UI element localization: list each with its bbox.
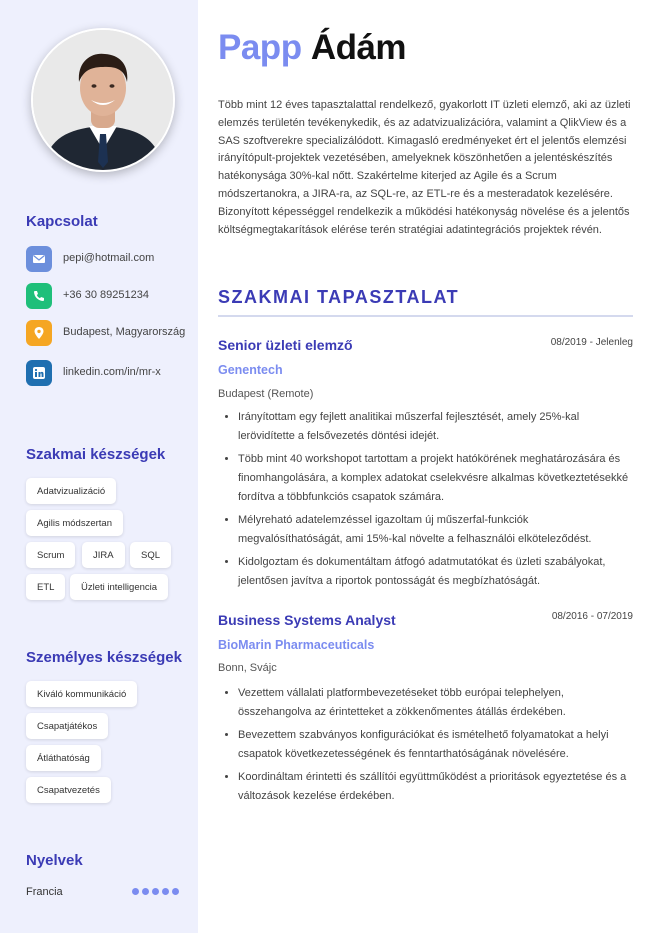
language-level-dot <box>132 888 139 895</box>
personal-skill-chip: Kiváló kommunikáció <box>26 681 137 707</box>
profile-summary: Több mint 12 éves tapasztalattal rendelkező, gyakorlott IT üzleti elemző, aki az üzleti elemzés területén tevékenykedik, és az adatvizualizációra, valamint a QlikView és a SAS szoftverekre specializálódott. Kimagasló eredményeket ért el jelentős elemzési irányítópult-projektek vezetésében, amelyeknek köszönhetően a jelentéskészítés hatékonysága 30%-kal nőtt. Szakértelme kiterjed az Agile és a Scrum módszertanokra, a JIRA-ra, az SQL-re, az ETL-re és a mesteradatok kezelésére. Bizonyított képességgel rendelkezik a működési hatékonyság növelése és a jelentős költségmegtakarítások elérése terén stratégiai adatintegrációs projektek révén. <box>218 99 631 236</box>
language-name: Francia <box>26 886 63 898</box>
experience-section-title: SZAKMAI TAPASZTALAT <box>218 287 460 307</box>
sidebar <box>0 0 198 933</box>
job-bullet: • Több mint 40 workshopot tartottam a projekt hatókörének meghatározására és finomhangolására, a komplex adatokat cselekvésre alkalmas következtetésekké fordítva a többfunkciós csapatok számára. <box>238 450 636 507</box>
skill-chip: Scrum <box>26 542 75 568</box>
job-bullet: • Irányítottam egy fejlett analitikai műszerfal fejlesztését, amely 25%-kal lerövidítette a felsővezetés döntési idejét. <box>238 408 636 446</box>
contact-section-title: Kapcsolat <box>26 213 98 230</box>
contact-location-text: Budapest, Magyarország <box>63 326 186 338</box>
languages-section-title: Nyelvek <box>26 852 83 869</box>
job-date: 08/2016 - 07/2019 <box>551 611 633 622</box>
personal-skills-section-title: Személyes készségek <box>26 649 182 666</box>
profile-photo <box>31 28 175 172</box>
contact-linkedin[interactable] <box>26 360 186 386</box>
job-location: Budapest (Remote) <box>218 388 314 400</box>
location-pin-icon <box>26 320 52 346</box>
job-title: Senior üzleti elemző <box>218 337 353 353</box>
email-icon <box>26 246 52 272</box>
full-name <box>218 28 406 68</box>
job-bullet: • Bevezettem szabványos konfigurációkat és ismételhető folyamatokat a helyi csapatok következetességének és fenntarthatóságának növelésére. <box>238 726 636 764</box>
personal-skill-chip: Csapatvezetés <box>26 777 111 803</box>
language-level-dot <box>172 888 179 895</box>
phone-icon <box>26 283 52 309</box>
personal-skill-chip: Átláthatóság <box>26 745 101 771</box>
job-bullet: • Vezettem vállalati platformbevezetéseket több európai telephelyen, összehangolva az érintetteket a zökkenőmentes átállás érdekében. <box>238 684 636 722</box>
contact-phone[interactable] <box>26 283 186 309</box>
job-location: Bonn, Svájc <box>218 662 277 674</box>
job-date: 08/2019 - Jelenleg <box>550 337 633 348</box>
language-level-dots <box>132 888 179 895</box>
skill-chip: Üzleti intelligencia <box>70 574 168 600</box>
personal-skill-chip: Csapatjátékos <box>26 713 108 739</box>
job-title: Business Systems Analyst <box>218 612 396 628</box>
language-level-dot <box>142 888 149 895</box>
job-bullets <box>238 408 636 595</box>
contact-phone-text: +36 30 89251234 <box>63 289 149 301</box>
job-company: BioMarin Pharmaceuticals <box>218 638 375 652</box>
skill-chip: JIRA <box>82 542 125 568</box>
skill-chip: ETL <box>26 574 65 600</box>
skill-chip: Agilis módszertan <box>26 510 123 536</box>
job-bullet: • Koordináltam érintetti és szállítói együttműködést a prioritások egyeztetése és a változások kezelése érdekében. <box>238 768 636 806</box>
job-bullets <box>238 684 636 810</box>
language-level-dot <box>162 888 169 895</box>
skill-chip: Adatvizualizáció <box>26 478 116 504</box>
contact-email-text: pepi@hotmail.com <box>63 252 155 264</box>
linkedin-icon <box>26 360 52 386</box>
first-name: Papp <box>218 28 302 67</box>
job-bullet: • Kidolgoztam és dokumentáltam átfogó adatmutatókat és üzleti szabályokat, jelentősen javítva a riportok pontosságát és megbízhatóságát. <box>238 553 636 591</box>
contact-email[interactable] <box>26 246 186 272</box>
contact-linkedin-text: linkedin.com/in/mr-x <box>63 366 161 378</box>
language-level-dot <box>152 888 159 895</box>
job-company: Genentech <box>218 363 283 377</box>
section-divider <box>218 315 633 317</box>
job-bullet: • Mélyreható adatelemzéssel igazoltam új műszerfal-funkciók megvalósíthatóságát, ami 15%-kal növelte a felhasználói elköteleződést. <box>238 511 636 549</box>
skills-section-title: Szakmai készségek <box>26 446 166 463</box>
contact-location <box>26 320 186 346</box>
last-name: Ádám <box>310 28 407 67</box>
main-content <box>198 0 659 933</box>
skill-chip: SQL <box>130 542 171 568</box>
